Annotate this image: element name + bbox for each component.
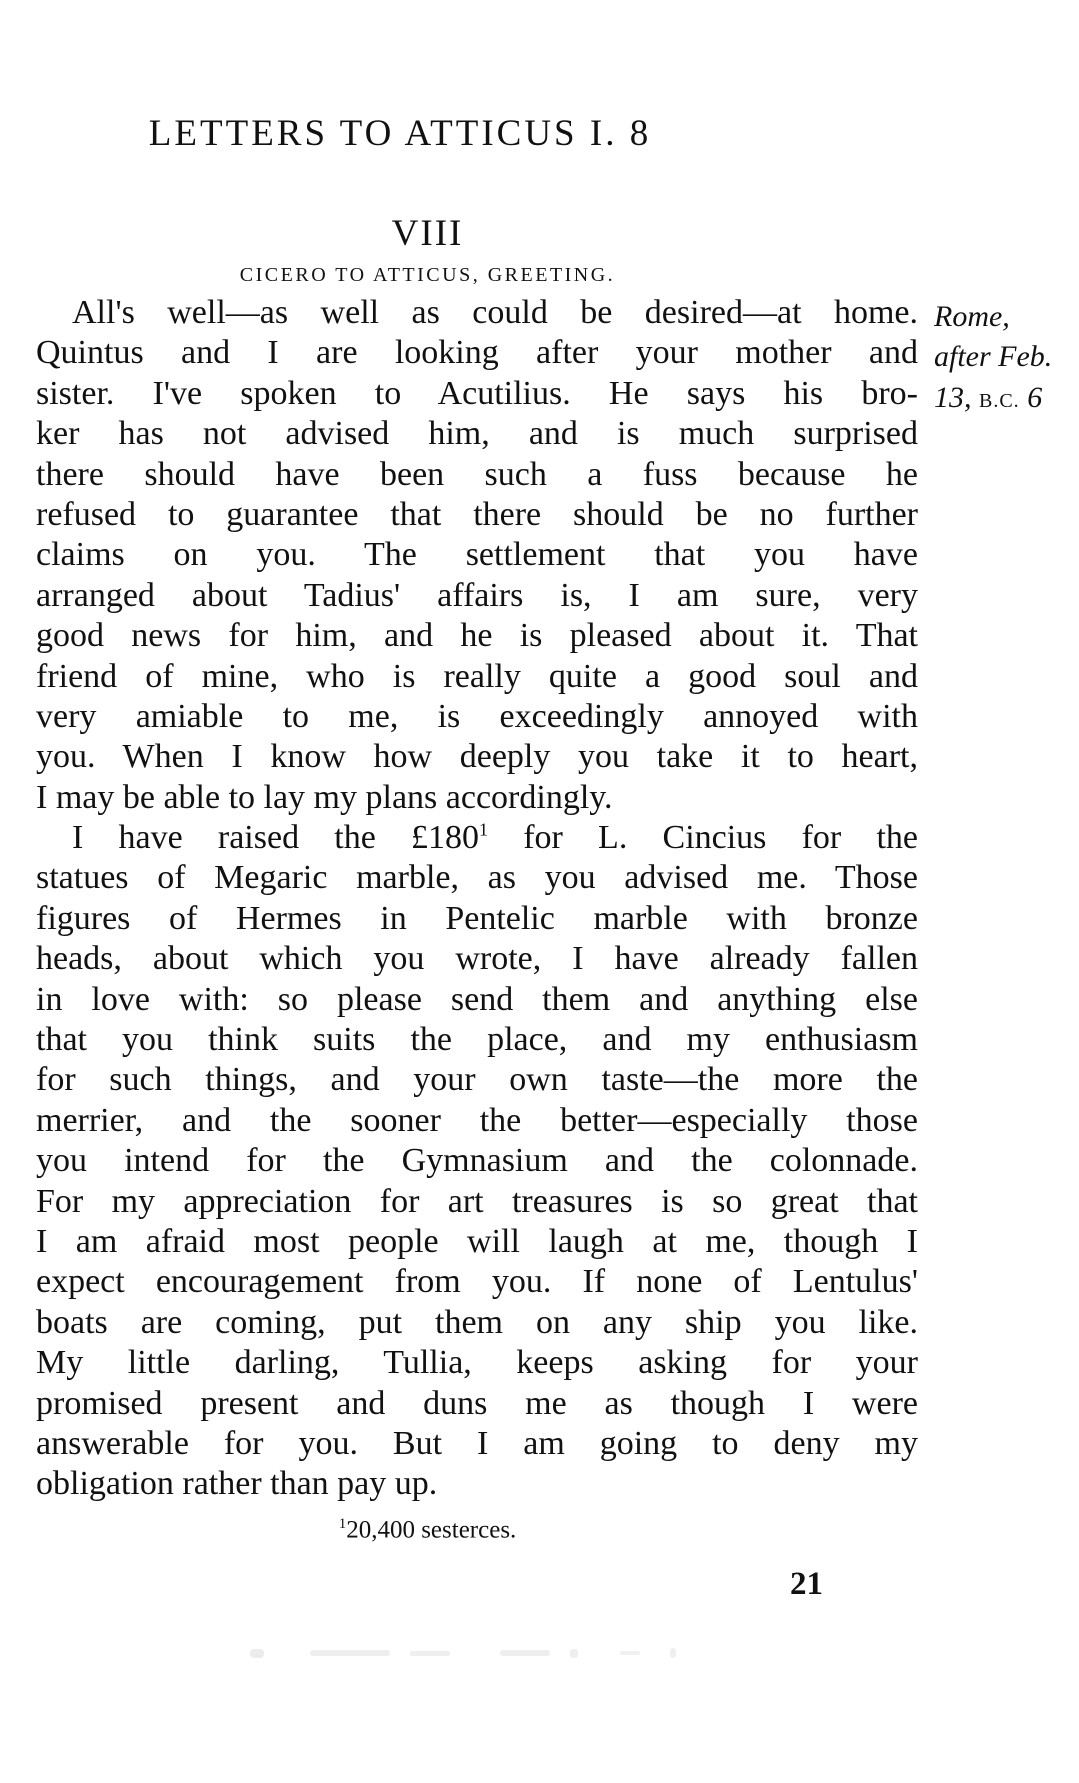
footnote-mark: 1 — [338, 1516, 347, 1532]
letter-salutation: CICERO TO ATTICUS, GREETING. — [239, 264, 616, 286]
show-through-smudge — [250, 1642, 770, 1662]
text-line: I am afraid most people will laugh at me, though I — [36, 1222, 918, 1260]
text-line: All's well—as well as could be desired—at home. — [72, 294, 918, 331]
text-line: merrier, and the sooner the better—especially those — [36, 1101, 918, 1139]
text-line-start: I have raised the £180 — [72, 819, 480, 857]
text-line: arranged about Tadius' affairs is, I am sure, very — [36, 576, 918, 614]
margin-note — [934, 297, 1079, 421]
margin-note-era: B.C. — [979, 389, 1020, 412]
running-head: LETTERS TO ATTICUS I. 8 — [148, 113, 652, 154]
text-line: expect encouragement from you. If none of Lentulus' — [36, 1263, 918, 1301]
text-line: figures of Hermes in Pentelic marble with bronze — [36, 899, 918, 937]
margin-note-place: Rome, — [934, 300, 1010, 333]
text-line: promised present and duns me as though I were — [36, 1384, 918, 1422]
text-line-with-footnote — [36, 818, 918, 858]
text-line: for such things, and your own taste—the more the — [36, 1061, 918, 1099]
text-line: I may be able to lay my plans accordingly. — [36, 778, 613, 816]
margin-note-year: 6 — [1027, 380, 1043, 414]
letter-numeral: VIII — [391, 213, 464, 254]
text-line: you intend for the Gymnasium and the colonnade. — [36, 1142, 918, 1180]
text-line-end: for L. Cincius for the — [488, 819, 918, 857]
page-number: 21 — [790, 1566, 823, 1602]
text-line: statues of Megaric marble, as you advised me. Those — [36, 859, 918, 897]
letter-body — [36, 293, 918, 1505]
text-line: ker has not advised him, and is much surprised — [36, 415, 918, 453]
text-line: there should have been such a fuss because he — [36, 455, 918, 493]
text-line: boats are coming, put them on any ship you like. — [36, 1303, 918, 1341]
text-line: refused to guarantee that there should be no further — [36, 495, 918, 533]
text-line: in love with: so please send them and anything else — [36, 980, 918, 1018]
margin-note-date-line: after Feb. — [934, 340, 1053, 374]
margin-note-day: 13, — [934, 380, 972, 414]
text-line: obligation rather than pay up. — [36, 1465, 438, 1503]
text-line: heads, about which you wrote, I have already fallen — [36, 940, 918, 978]
text-line: Quintus and I are looking after your mother and — [36, 334, 918, 372]
text-line: you. When I know how deeply you take it to heart, — [36, 738, 918, 776]
text-line: good news for him, and he is pleased about it. That — [36, 617, 918, 655]
text-line: very amiable to me, is exceedingly annoyed with — [36, 697, 918, 735]
text-line: that you think suits the place, and my enthusiasm — [36, 1021, 918, 1059]
footnote — [0, 1516, 855, 1544]
margin-note-date — [934, 378, 1079, 421]
text-line: claims on you. The settlement that you have — [36, 536, 918, 574]
footnote-text: 20,400 sesterces. — [346, 1516, 517, 1544]
text-line: sister. I've spoken to Acutilius. He says his bro- — [36, 374, 918, 412]
text-line: answerable for you. But I am going to deny my — [36, 1424, 918, 1462]
text-line: friend of mine, who is really quite a good soul and — [36, 657, 918, 695]
text-line: My little darling, Tullia, keeps asking for your — [36, 1344, 918, 1382]
footnote-reference: 1 — [479, 819, 489, 840]
text-line: For my appreciation for art treasures is so great that — [36, 1182, 918, 1220]
